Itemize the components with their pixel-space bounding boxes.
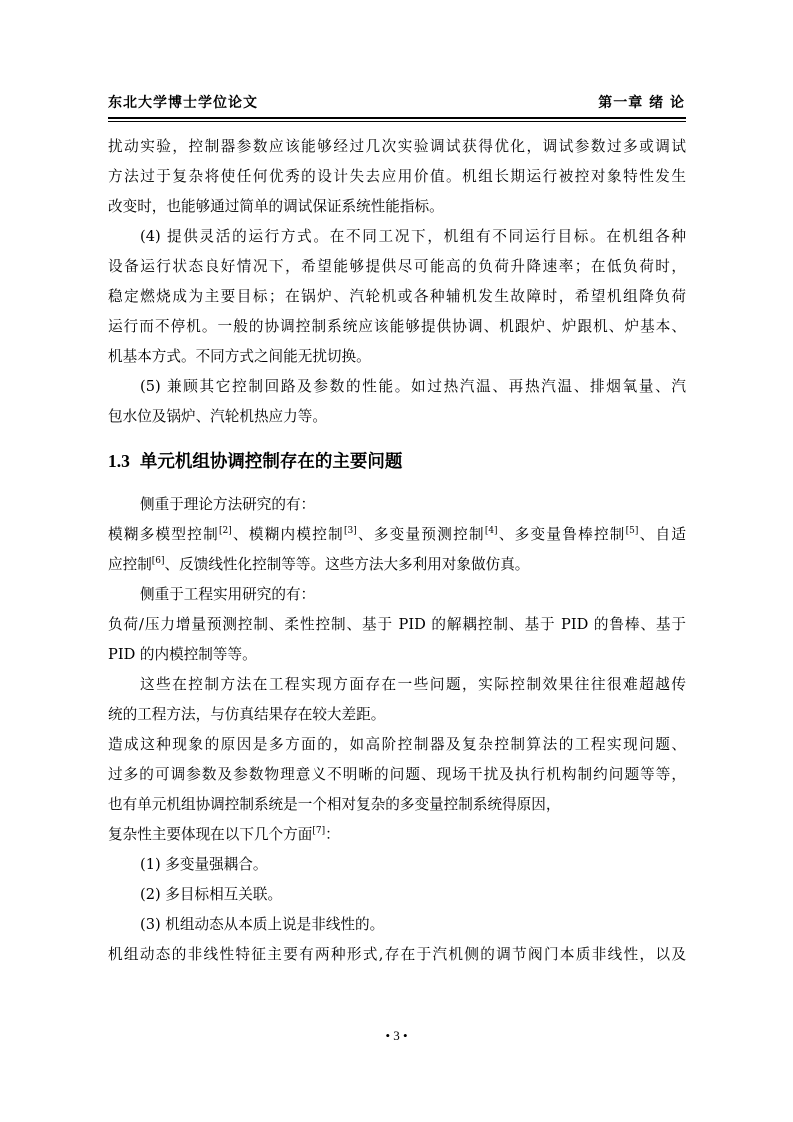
text-line: PID 的内模控制等等。 <box>108 646 257 663</box>
text-line: 包水位及锅炉、汽轮机热应力等。 <box>108 408 327 425</box>
text-run: 复杂性主要体现在以下几个方面 <box>108 826 313 843</box>
text-line: 方法过于复杂将使任何优秀的设计失去应用价值。机组长期运行被控对象特性发生 <box>108 168 686 185</box>
section-heading <box>108 432 686 482</box>
text-line: 过多的可调参数及参数物理意义不明晰的问题、现场干扰及执行机构制约问题等等， <box>108 766 686 783</box>
text-run: 、模糊内模控制 <box>231 526 344 543</box>
text-line: 这些在控制方法在工程实现方面存在一些问题，实际控制效果往往很难超越传 <box>140 676 686 693</box>
running-header-chapter: 第一章 绪 论 <box>598 95 685 111</box>
text-run: 、多变量预测控制 <box>356 526 485 543</box>
theory-methods-line <box>108 550 686 580</box>
text-line: 运行而不停机。一般的协调控制系统应该能够提供协调、机跟炉、炉跟机、炉基本、 <box>108 318 686 335</box>
text-line: 机基本方式。不同方式之间能无扰切换。 <box>108 348 371 365</box>
text-run: 模糊多模型控制 <box>108 526 219 543</box>
text-line: 统的工程方法，与仿真结果存在较大差距。 <box>108 706 386 723</box>
citation-ref: [7] <box>312 826 326 837</box>
text-run: 应控制 <box>108 556 152 573</box>
text-run: ： <box>325 826 340 843</box>
section-number: 1.3 <box>108 451 130 471</box>
citation-ref: [6] <box>151 556 165 567</box>
theory-methods-line <box>108 520 686 550</box>
citation-ref: [2] <box>218 526 232 537</box>
text-line: 设备运行状态良好情况下，希望能够提供尽可能高的负荷升降速率；在低负荷时， <box>108 258 686 275</box>
complexity-item-1: (1) 多变量强耦合。 <box>140 856 268 873</box>
page-number: • 3 • <box>385 1028 408 1043</box>
body-text <box>108 132 686 970</box>
text-line: 稳定燃烧成为主要目标；在锅炉、汽轮机或各种辅机发生故障时，希望机组降负荷 <box>108 288 686 305</box>
text-line: 扰动实验，控制器参数应该能够经过几次实验调试获得优化，调试参数过多或调试 <box>108 138 686 155</box>
header-rule-thin <box>108 121 686 122</box>
text-line: 也有单元机组协调控制系统是一个相对复杂的多变量控制系统得原因， <box>108 796 561 813</box>
text-run: 、多变量鲁棒控制 <box>497 526 626 543</box>
citation-ref: [4] <box>484 526 498 537</box>
theory-intro: 侧重于理论方法研究的有： <box>140 496 316 513</box>
complexity-item-3: (3) 机组动态从本质上说是非线性的。 <box>140 916 385 933</box>
text-run: 、反馈线性化控制等等。这些方法大多利用对象做仿真。 <box>164 556 530 573</box>
section-title: 单元机组协调控制存在的主要问题 <box>139 452 403 472</box>
running-header-university: 东北大学博士学位论文 <box>108 95 258 111</box>
text-run: 、自适 <box>638 526 686 543</box>
header-rule-thick <box>108 117 686 119</box>
text-line: 改变时，也能够通过简单的调试保证系统性能指标。 <box>108 198 444 215</box>
text-line: 机组动态的非线性特征主要有两种形式,存在于汽机侧的调节阀门本质非线性，以及 <box>108 946 686 963</box>
complexity-intro <box>108 820 686 850</box>
complexity-item-2: (2) 多目标相互关联。 <box>140 886 283 903</box>
list-item-4: (4) 提供灵活的运行方式。在不同工况下，机组有不同运行目标。在机组各种 <box>140 228 686 245</box>
text-line: 负荷/压力增量预测控制、柔性控制、基于 PID 的解耦控制、基于 PID 的鲁棒、基于 <box>108 616 686 633</box>
citation-ref: [5] <box>625 526 639 537</box>
citation-ref: [3] <box>343 526 357 537</box>
list-item-5: (5) 兼顾其它控制回路及参数的性能。如过热汽温、再热汽温、排烟氧量、汽 <box>140 378 686 395</box>
text-line: 造成这种现象的原因是多方面的，如高阶控制器及复杂控制算法的工程实现问题、 <box>108 736 686 753</box>
engineering-intro: 侧重于工程实用研究的有： <box>140 586 316 603</box>
